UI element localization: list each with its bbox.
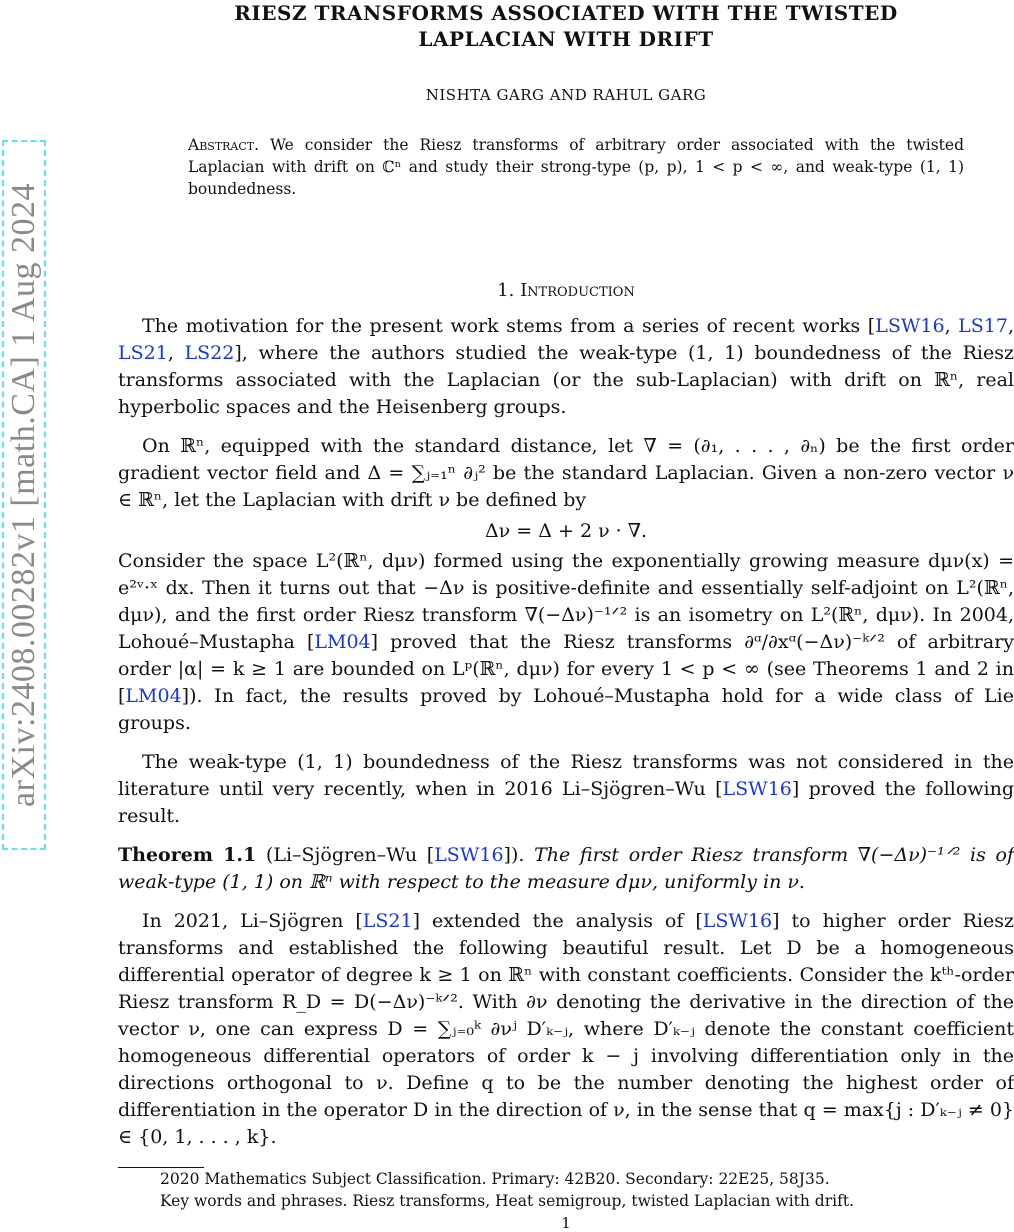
citation-ls21[interactable]: LS21 xyxy=(118,342,168,364)
footnote-keywords: Key words and phrases. Riesz transforms, Heat semigroup, twisted Laplacian with drift. xyxy=(160,1192,854,1210)
paper-page xyxy=(118,0,1014,1232)
text-run: ] extended the analysis of [ xyxy=(412,910,703,932)
text-run: ] proved that the Riesz transforms ∂ᵅ/∂xᵅ(−Δν)⁻ᵏᐟ² of arbitrary order |α| = k ≥ 1 are bounded on Lᵖ(ℝⁿ, dμν) for every 1 < p < ∞ (see Theorems 1 and 2 in [ xyxy=(118,631,1014,707)
abstract-text: We consider the Riesz transforms of arbitrary order associated with the twisted Laplacian with drift on ℂⁿ and study their strong-type (p, p), 1 < p < ∞, and weak-type (1, 1) boundedness. xyxy=(188,136,964,198)
citation-lm04[interactable]: LM04 xyxy=(125,685,182,707)
paragraph-3 xyxy=(118,548,1014,737)
text-run: ]). In fact, the results proved by Lohoué–Mustapha hold for a wide class of Lie groups. xyxy=(118,685,1014,734)
text-run: , xyxy=(167,342,185,364)
text-run: , xyxy=(944,315,959,337)
footnote-msc: 2020 Mathematics Subject Classification. Primary: 42B20. Secondary: 22E25, 58J35. xyxy=(160,1170,830,1188)
authors: NISHTA GARG AND RAHUL GARG xyxy=(425,86,707,104)
paragraph-1 xyxy=(118,313,1014,421)
equation-drift-laplacian: Δν = Δ + 2 ν · ∇. xyxy=(484,520,648,542)
paper-title xyxy=(118,0,1014,52)
section-title: Introduction xyxy=(520,280,635,301)
citation-ls21[interactable]: LS21 xyxy=(362,910,413,932)
paragraph-2: On ℝⁿ, equipped with the standard distance, let ∇ = (∂₁, . . . , ∂ₙ) be the first order gradient vector field and Δ = ∑ⱼ₌₁ⁿ ∂ⱼ² be the standard Laplacian. Given a non-zero vector ν ∈ ℝⁿ, let the Laplacian with drift ν be defined by xyxy=(118,435,1014,511)
title-line-1: RIESZ TRANSFORMS ASSOCIATED WITH THE TWISTED xyxy=(234,1,898,25)
text-run: The motivation for the present work stems from a series of recent works [ xyxy=(142,315,876,337)
citation-lsw16[interactable]: LSW16 xyxy=(875,315,945,337)
arxiv-stamp-text: arXiv:2408.00282v1 [math.CA] 1 Aug 2024 xyxy=(5,183,42,807)
text-run: Consider the space L²(ℝⁿ, dμν) formed using the exponentially growing measure dμν(x) = e²ᵛ·ˣ dx. Then it turns out that −Δν is positive-definite and essentially self-adjoint on L²(ℝⁿ, dμν), and the first order Riesz transform ∇(−Δν)⁻¹ᐟ² is an isometry on L²(ℝⁿ, dμν). In 2004, Lohoué–Mustapha [ xyxy=(118,550,1014,653)
citation-lsw16[interactable]: LSW16 xyxy=(722,778,792,800)
text-run: The weak-type (1, 1) boundedness of the Riesz transforms was not considered in the literature until very recently, when in 2016 Li–Sjögren–Wu [ xyxy=(118,751,1014,800)
section-number: 1. xyxy=(497,280,515,301)
citation-ls22[interactable]: LS22 xyxy=(184,342,235,364)
section-heading xyxy=(118,280,1014,301)
title-line-2: LAPLACIAN WITH DRIFT xyxy=(418,27,714,51)
citation-ls17[interactable]: LS17 xyxy=(958,315,1008,337)
abstract-label: Abstract. xyxy=(188,136,260,154)
text-run: In 2021, Li–Sjögren [ xyxy=(142,910,363,932)
theorem-1-1 xyxy=(118,842,1014,896)
citation-lsw16[interactable]: LSW16 xyxy=(702,910,773,932)
theorem-statement: The first order Riesz transform ∇(−Δν)⁻¹ᐟ² is of weak-type (1, 1) on ℝⁿ with respect to the measure dμν, uniformly in ν. xyxy=(118,844,1014,893)
theorem-heading: Theorem 1.1 xyxy=(118,844,257,866)
text-run: ] proved the following result. xyxy=(118,778,1014,827)
abstract xyxy=(188,134,964,200)
text-run: ]). xyxy=(503,844,535,866)
arxiv-stamp[interactable] xyxy=(2,140,46,850)
text-run: (Li–Sjögren–Wu [ xyxy=(256,844,435,866)
text-run: ], where the authors studied the weak-type (1, 1) boundedness of the Riesz transforms associated with the Laplacian (or the sub-Laplacian) with drift on ℝⁿ, real hyperbolic spaces and the Heisenberg groups. xyxy=(118,342,1014,418)
paragraph-5 xyxy=(118,908,1014,1151)
text-run: ] to higher order Riesz transforms and established the following beautiful result. Let D be a homogeneous differential operator of degree k ≥ 1 on ℝⁿ with constant coefficients. Consider the kᵗʰ-order Riesz transform R_D = D(−Δν)⁻ᵏᐟ². With ∂ν denoting the derivative in the direction of the vector ν, one can express D = ∑ⱼ₌₀ᵏ ∂νʲ D′ₖ₋ⱼ, where D′ₖ₋ⱼ denote the constant coefficient homogeneous differential operators of order k − j involving differentiation only in the directions orthogonal to ν. Define q to be the number denoting the highest order of differentiation in the operator D in the direction of ν, in the sense that q = max{j : D′ₖ₋ⱼ ≠ 0} ∈ {0, 1, . . . , k}. xyxy=(118,910,1014,1148)
citation-lm04[interactable]: LM04 xyxy=(314,631,371,653)
citation-lsw16[interactable]: LSW16 xyxy=(434,844,504,866)
paragraph-4 xyxy=(118,749,1014,830)
text-run: , xyxy=(1007,315,1014,337)
page-number: 1 xyxy=(561,1214,571,1232)
